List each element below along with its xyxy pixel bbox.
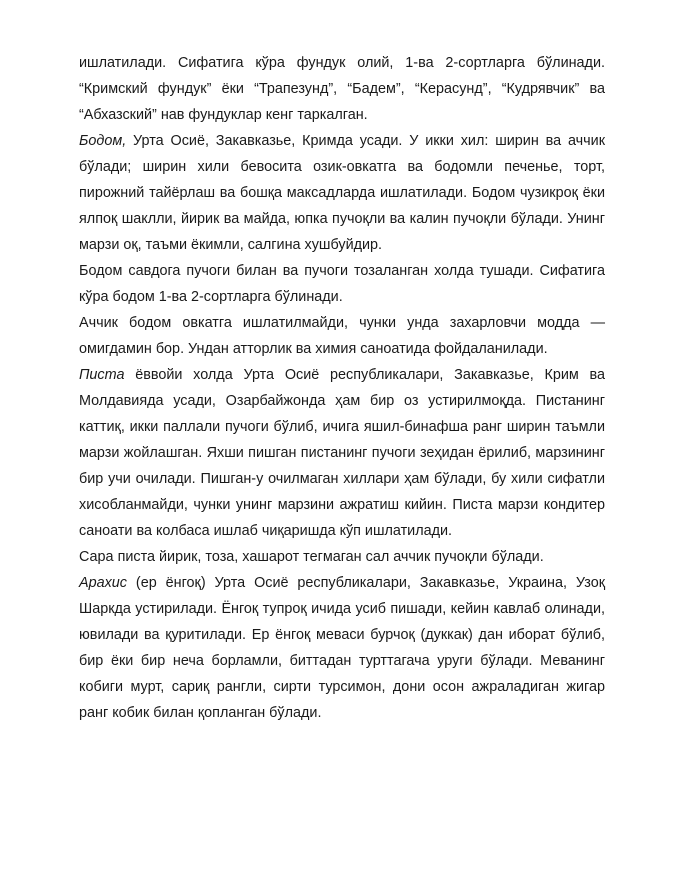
paragraph-bodom-savdo — [79, 258, 605, 310]
paragraph-text: ишлатилади. Сифатига кўра фундук олий, 1-ва 2-сортларга бўлинади. “Кримский фундук” ёки “Трапезунд”, “Бадем”, “Керасунд”, “Кудрявчик” ва “Абхазский” нав фундуклар кенг таркалган. — [79, 55, 605, 123]
paragraph-text: ёввойи холда Урта Осиё республикалари, Закавказье, Крим ва Молдавияда усади, Озарбайжонда ҳам бир оз устирилмоқда. Пистанинг каттиқ, икки паллали пучоги бўлиб, ичига яшил-бинафша ранг ширин таъмли марзи жойлашган. Яхши пишган пистанинг пучоги зеҳидан ёрилиб, марзининг бир учи очилади. Пишган-у очилмаган хиллари ҳам бўлади, бу хили сифатли хисобланмайди, чунки унинг марзини ажратиш кийин. Писта марзи кондитер саноати ва колбаса ишлаб чиқаришда кўп ишлатилади. — [79, 367, 605, 539]
paragraph-bodom — [79, 128, 605, 258]
paragraph-araxis — [79, 570, 605, 726]
paragraph-text: Аччик бодом овкатга ишлатилмайди, чунки унда захарловчи модда — омигдамин бор. Ундан атторлик ва химия саноатида фойдаланилади. — [79, 315, 605, 357]
term-pista: Писта — [79, 367, 125, 383]
paragraph-fundук — [79, 50, 605, 128]
paragraph-pista — [79, 362, 605, 544]
paragraph-text: Бодом савдога пучоги билан ва пучоги тозаланган холда тушади. Сифатига кўра бодом 1-ва 2-сортларга бўлинади. — [79, 263, 605, 305]
paragraph-achchik-bodom — [79, 310, 605, 362]
term-bodom: Бодом, — [79, 133, 127, 149]
paragraph-text: (ер ёнгоқ) Урта Осиё республикалари, Закавказье, Украина, Узоқ Шаркда устирилади. Ёнгоқ тупроқ ичида усиб пишади, кейин кавлаб олинади, ювилади ва қуритилади. Ер ёнгоқ меваси бурчоқ (дуккак) дан иборат бўлиб, бир ёки бир неча борламли, биттадан турттагача уруги бўлади. Меванинг кобиги мурт, сариқ рангли, сирти турсимон, дони осон ажраладиган жигар ранг кобик билан қопланган бўлади. — [79, 575, 605, 721]
paragraph-sara-pista — [79, 544, 605, 570]
paragraph-text: Урта Осиё, Закавказье, Кримда усади. У икки хил: ширин ва аччик бўлади; ширин хили бевосита озик-овкатга ва бодомли печенье, торт, пирожний тайёрлаш ва бошқа максадларда ишлатилади. Бодом чузикроқ ёки ялпоқ шаклли, йирик ва майда, юпка пучоқли ва калин пучоқли бўлади. Унинг марзи оқ, таъми ёкимли, салгина хушбуйдир. — [79, 133, 605, 253]
document-body — [79, 50, 605, 726]
term-araxis: Арахис — [79, 575, 127, 591]
paragraph-text: Сара писта йирик, тоза, хашарот тегмаган сал аччик пучоқли бўлади. — [79, 549, 544, 565]
